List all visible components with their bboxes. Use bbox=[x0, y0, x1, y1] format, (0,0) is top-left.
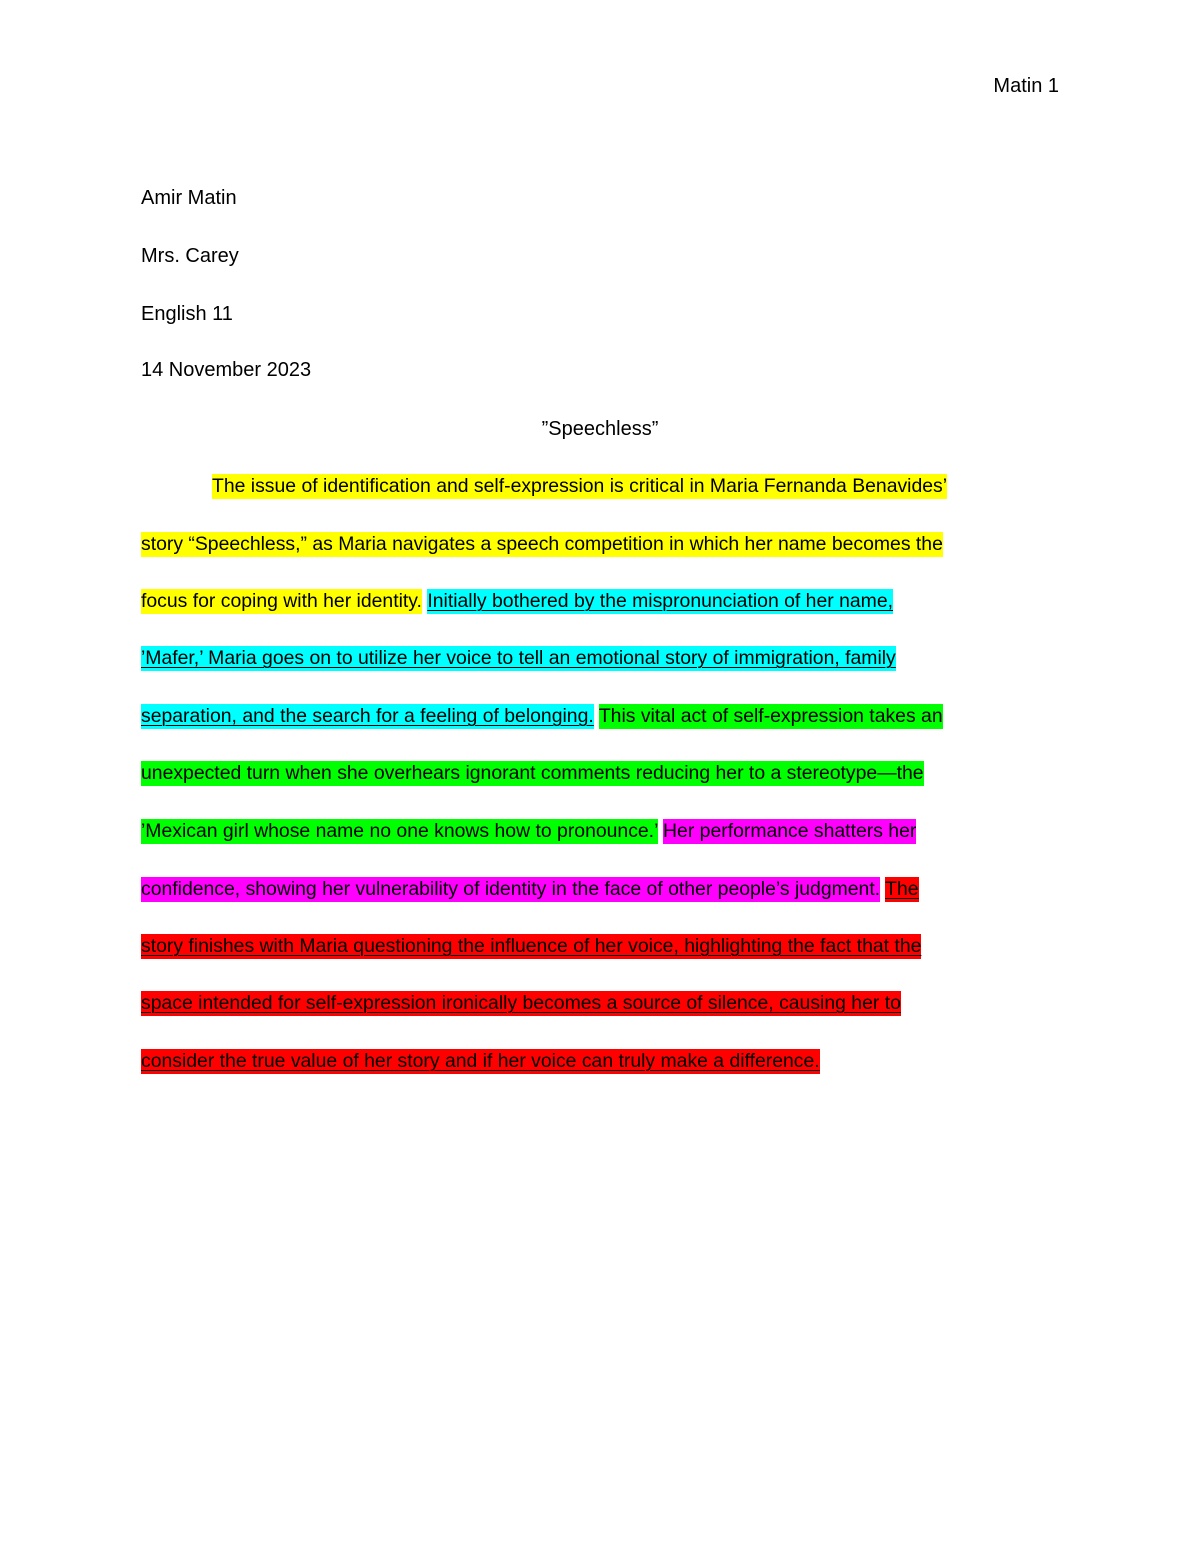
highlight-green: unexpected turn when she overhears ignorant comments reducing her to a stereotype—the bbox=[141, 762, 924, 784]
highlight-red-underlined: space intended for self-expression ironically becomes a source of silence, causing her to bbox=[141, 992, 901, 1014]
paragraph-line bbox=[141, 990, 901, 1016]
highlight-green: ’Mexican girl whose name no one knows how to pronounce.’ bbox=[141, 820, 658, 842]
highlight-yellow: The issue of identification and self-expression is critical in Maria Fernanda Benavides’ bbox=[212, 475, 948, 497]
paragraph-line bbox=[212, 473, 947, 499]
paragraph-line bbox=[141, 760, 924, 786]
paragraph-line bbox=[141, 933, 921, 959]
highlight-cyan-underlined: ’Mafer,’ Maria goes on to utilize her voice to tell an emotional story of immigration, family bbox=[141, 647, 896, 669]
teacher-name: Mrs. Carey bbox=[141, 245, 239, 267]
highlight-magenta: Her performance shatters her bbox=[663, 820, 917, 842]
essay-title: ”Speechless” bbox=[541, 418, 659, 440]
highlight-red-underlined: story finishes with Maria questioning the influence of her voice, highlighting the fact that the bbox=[141, 935, 922, 957]
paragraph-line bbox=[141, 645, 896, 671]
essay-date: 14 November 2023 bbox=[141, 359, 312, 381]
highlight-cyan-underlined: Initially bothered by the mispronunciation of her name, bbox=[427, 590, 893, 612]
paragraph-line bbox=[141, 588, 893, 614]
paragraph-line bbox=[141, 703, 943, 729]
course-name: English 11 bbox=[141, 303, 233, 325]
highlight-red-underlined: consider the true value of her story and if her voice can truly make a difference. bbox=[141, 1050, 820, 1072]
paragraph-line bbox=[141, 876, 919, 902]
highlight-yellow: focus for coping with her identity. bbox=[141, 590, 422, 612]
highlight-yellow: story “Speechless,” as Maria navigates a speech competition in which her name becomes the bbox=[141, 533, 943, 555]
paragraph-line bbox=[141, 1048, 820, 1074]
student-name: Amir Matin bbox=[141, 187, 237, 209]
highlight-red-underlined: The bbox=[885, 878, 919, 900]
paragraph-line bbox=[141, 531, 943, 557]
highlight-magenta: confidence, showing her vulnerability of identity in the face of other people’s judgment. bbox=[141, 878, 881, 900]
running-head: Matin 1 bbox=[993, 75, 1059, 97]
highlight-green: This vital act of self-expression takes an bbox=[598, 705, 943, 727]
highlight-cyan-underlined: separation, and the search for a feeling of belonging. bbox=[141, 705, 594, 727]
paragraph-line bbox=[141, 818, 916, 844]
